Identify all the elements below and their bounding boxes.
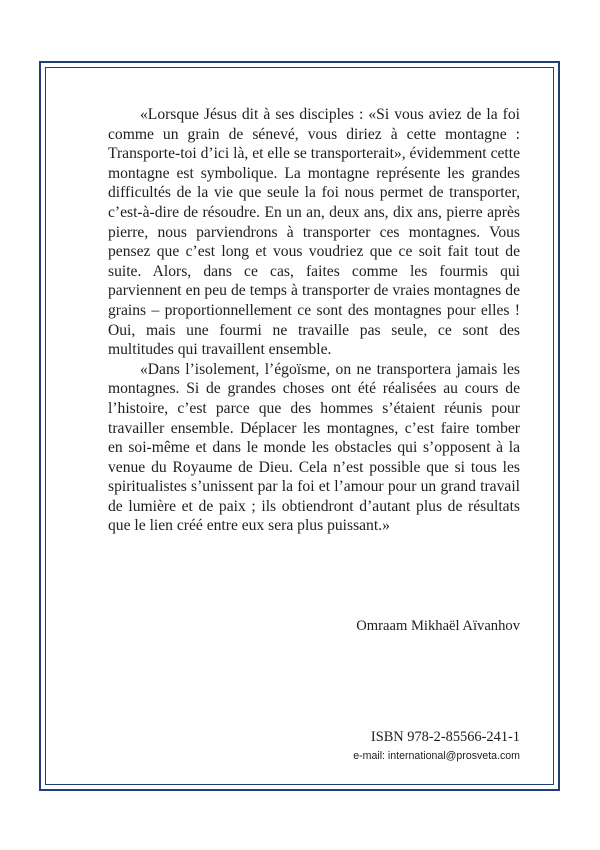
isbn-number: ISBN 978-2-85566-241-1 xyxy=(370,729,520,745)
quote-paragraph-1: «Lorsque Jésus dit à ses disciples : «Si vous aviez de la foi comme un grain de sénevé, vous diriez à cette montagne : Transporte-toi d’ici là, et elle se transporterait», évidemment cette montagne est symbolique. La montagne représente les grandes difficultés de la vie que seule la foi nous permet de transporter, c’est-à-dire de résoudre. En un an, deux ans, dix ans, pierre après pierre, nous parviendrons à transporter ces montagnes. Vous pensez que c’est long et vous voudriez que ce soit fait tout de suite. Alors, dans ce cas, faites comme les fourmis qui parviennent en peu de temps à transporter de vraies montagnes de grains – proportionnellement ce sont des montagnes pour elles ! Oui, mais une fourmi ne travaille pas seule, ce sont des multitudes qui travaillent ensemble. xyxy=(108,106,520,359)
quote-text-block xyxy=(108,105,520,536)
quote-paragraph-2: «Dans l’isolement, l’égoïsme, on ne transportera jamais les montagnes. Si de grandes choses ont été réalisées au cours de l’histoire, c’est parce que des hommes s’étaient réunis pour travailler ensemble. Déplacer les montagnes, c’est faire tomber en soi-même et dans le monde les obstacles qui s’opposent à la venue du Royaume de Dieu. Cela n’est possible que si tous les spiritualistes s’unissent par la foi et l’amour pour un grand travail de lumière et de paix ; ils obtiendront d’autant plus de résultats que le lien créé entre eux sera plus puissant.» xyxy=(108,360,520,535)
contact-email: e-mail: international@prosveta.com xyxy=(353,750,520,762)
author-name: Omraam Mikhaël Aïvanhov xyxy=(356,618,520,634)
